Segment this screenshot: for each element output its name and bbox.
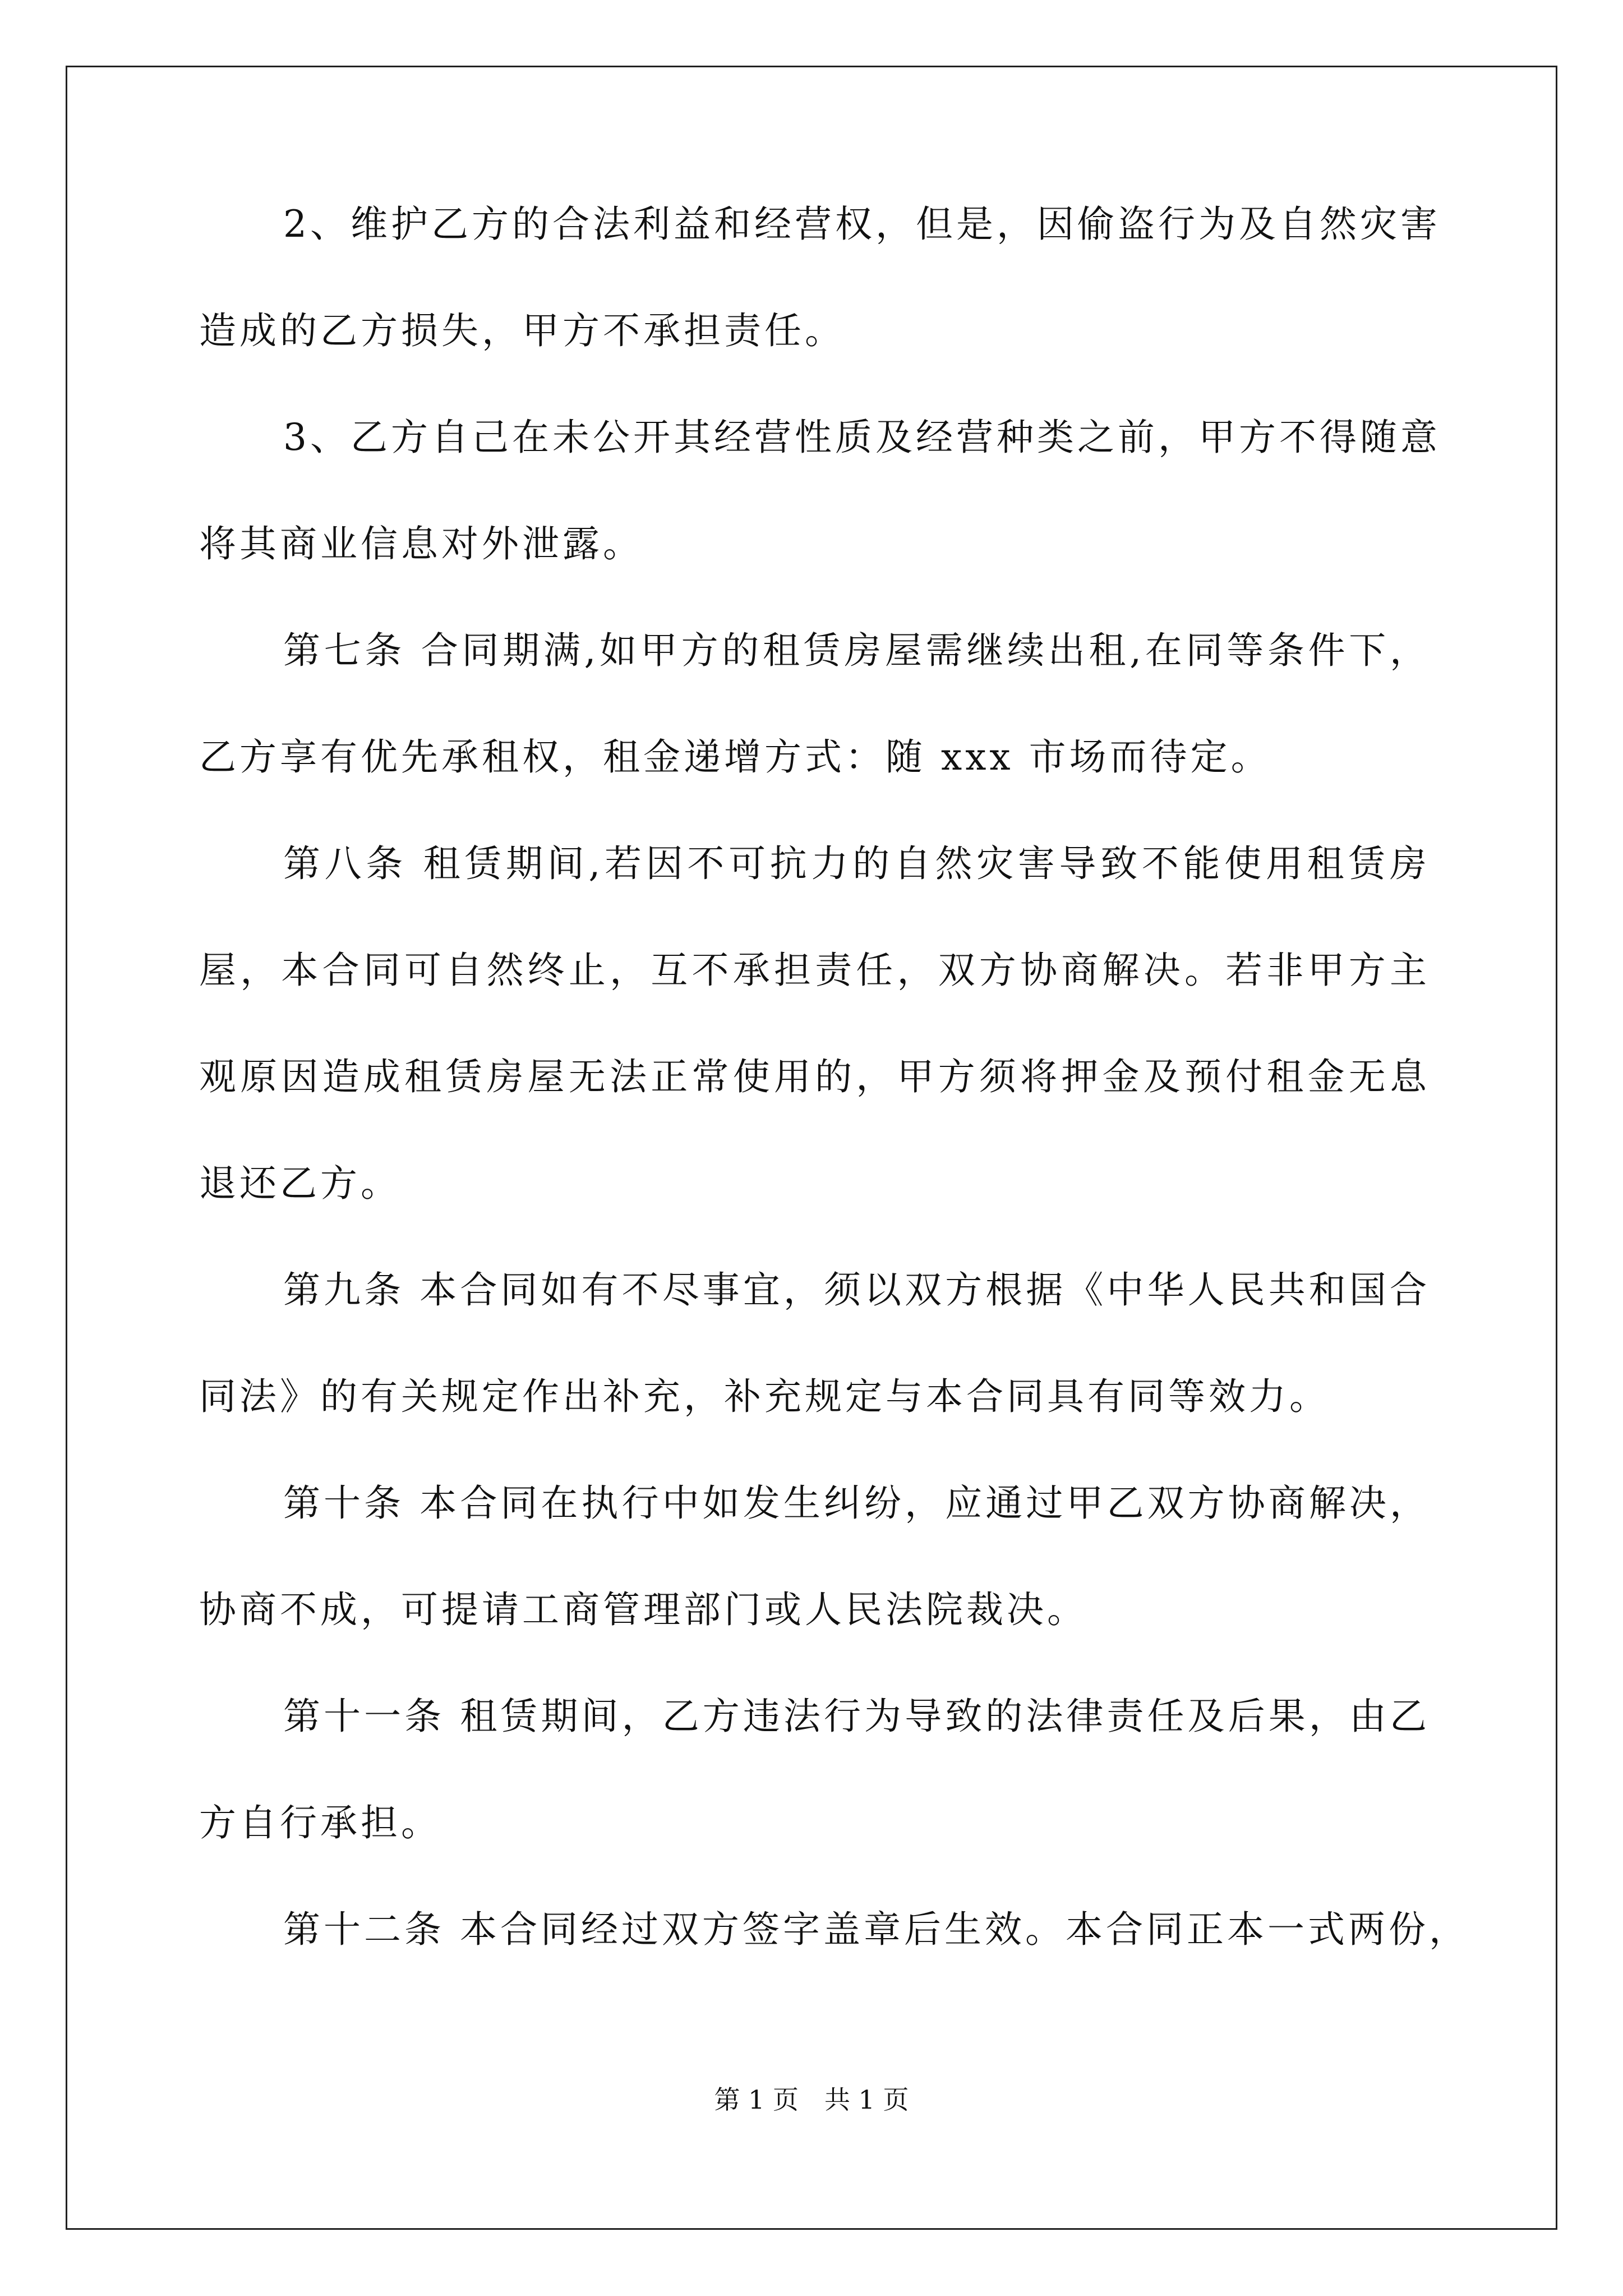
- clause-11-line-1: 第十一条 租赁期间，乙方违法行为导致的法律责任及后果，由乙: [283, 1695, 1430, 1738]
- clause-7-line-1: 第七条 合同期满,如甲方的租赁房屋需继续出租,在同等条件下，: [283, 629, 1430, 672]
- clause-6-item-3-line-1: 3、乙方自己在未公开其经营性质及经营种类之前，甲方不得随意: [283, 416, 1441, 459]
- clause-7-line-2: 乙方享有优先承租权，租金递增方式：随 xxx 市场而待定。: [199, 735, 1271, 779]
- clause-6-item-3-line-2: 将其商业信息对外泄露。: [199, 522, 643, 565]
- clause-8-line-2: 屋，本合同可自然终止，互不承担责任，双方协商解决。若非甲方主: [199, 949, 1430, 992]
- clause-12-line-1: 第十二条 本合同经过双方签字盖章后生效。本合同正本一式两份，: [283, 1908, 1469, 1951]
- clause-8-line-1: 第八条 租赁期间,若因不可抗力的自然灾害导致不能使用租赁房: [283, 842, 1430, 885]
- clause-6-item-2-line-2: 造成的乙方损失，甲方不承担责任。: [199, 309, 845, 352]
- clause-9-line-2: 同法》的有关规定作出补充，补充规定与本合同具有同等效力。: [199, 1375, 1330, 1418]
- clause-9-line-1: 第九条 本合同如有不尽事宜，须以双方根据《中华人民共和国合: [283, 1268, 1430, 1312]
- clause-6-item-2-line-1: 2、维护乙方的合法利益和经营权，但是，因偷盗行为及自然灾害: [283, 203, 1441, 246]
- clause-10-line-2: 协商不成，可提请工商管理部门或人民法院裁决。: [199, 1588, 1087, 1631]
- clause-10-line-1: 第十条 本合同在执行中如发生纠纷，应通过甲乙双方协商解决，: [283, 1481, 1430, 1525]
- clause-8-line-3: 观原因造成租赁房屋无法正常使用的，甲方须将押金及预付租金无息: [199, 1055, 1430, 1098]
- page-number-footer: 第 1 页 共 1 页: [714, 2085, 909, 2115]
- clause-8-line-4: 退还乙方。: [199, 1162, 401, 1205]
- clause-11-line-2: 方自行承担。: [199, 1801, 441, 1844]
